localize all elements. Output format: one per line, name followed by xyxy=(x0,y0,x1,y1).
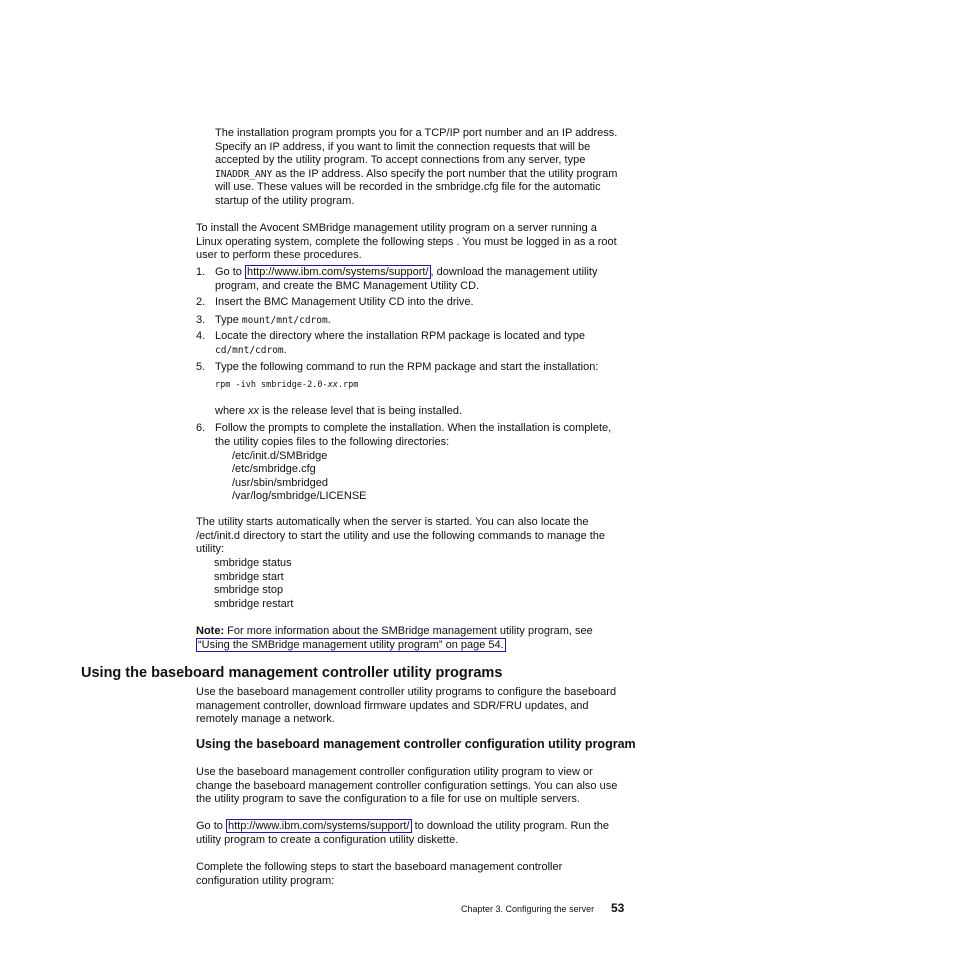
command-item: smbridge status xyxy=(214,557,292,569)
command-item: smbridge start xyxy=(214,570,284,583)
step-1: 1. Go to http://www.ibm.com/systems/support/ , download the management utility program, and create the BMC Management Utility CD. xyxy=(196,266,598,292)
directory-item: /etc/init.d/SMBridge xyxy=(232,449,328,462)
smbridge-commands xyxy=(214,557,293,611)
intro-paragraph: The installation program prompts you for a TCP/IP port number and an IP address. Specify an IP address, if you want to limit the connection requests that will be accepted by the utility program. To accept connections from any server, type INADDR_ANY as the IP address. Also specify the port number that the utility program will use. These values will be recorded in the smbridge.cfg file for the automatic startup of the utility program. xyxy=(215,127,618,207)
step-2: 2. Insert the BMC Management Utility CD into the drive. xyxy=(196,296,474,309)
section-paragraph: Use the baseboard management controller utility programs to configure the baseboard management controller, download firmware updates and SDR/FRU updates, and remotely manage a network. xyxy=(196,686,617,726)
complete-steps-paragraph: Complete the following steps to start the baseboard management controller configuration utility program: xyxy=(196,861,563,887)
inaddr-any-code: INADDR_ANY xyxy=(215,168,273,180)
note-paragraph: Note: For more information about the SMBridge management utility program, see “Using the SMBridge management utility program” on page 54. xyxy=(196,625,593,651)
step-5: 5. Type the following command to run the RPM package and start the installation: rpm -ivh smbridge-2.0-xx.rpm where xx is the release level that is being installed. xyxy=(196,361,626,419)
ibm-support-link[interactable]: http://www.ibm.com/systems/support/ xyxy=(246,266,429,278)
utility-start-paragraph: The utility starts automatically when the server is started. You can also locate the /ect/init.d directory to start the utility and use the following commands to manage the utility: xyxy=(196,516,606,556)
directory-list xyxy=(215,450,626,504)
linux-install-intro: To install the Avocent SMBridge management utility program on a server running a Linux operating system, complete the following steps . You must be logged in as a root user to perform these procedures. xyxy=(196,222,617,262)
rpm-command: rpm -ivh smbridge-2.0-xx.rpm xyxy=(215,380,359,391)
step-4: 4. Locate the directory where the installation RPM package is located and type cd/mnt/cdrom. xyxy=(196,330,585,356)
page-number: 53 xyxy=(611,901,625,915)
section-heading: Using the baseboard management controller utility programs xyxy=(81,665,503,681)
step-6: 6. Follow the prompts to complete the installation. When the installation is complete, the utility copies files to the following directories: /etc/init.d/SMBridge /etc/smbridge.cfg /usr/sbin/smbridged /var/log/smbridge/LICENSE xyxy=(196,422,626,504)
smbridge-page-link[interactable]: “Using the SMBridge management utility program” on page 54. xyxy=(198,638,504,651)
mount-command: mount/mnt/cdrom xyxy=(241,314,328,326)
subsection-paragraph: Use the baseboard management controller configuration utility program to view or change the baseboard management controller configuration settings. You can also use the utility program to save the configuration to a file for use on multiple servers. xyxy=(196,766,618,806)
subsection-heading: Using the baseboard management controller configuration utility program xyxy=(196,737,636,751)
cd-command: cd/mnt/cdrom xyxy=(215,344,284,356)
ibm-support-link-2[interactable]: http://www.ibm.com/systems/support/ xyxy=(227,820,410,832)
command-item: smbridge restart xyxy=(214,597,294,610)
goto-paragraph: Go to http://www.ibm.com/systems/support/ to download the utility program. Run the utility program to create a configuration utility diskette. xyxy=(196,820,610,846)
directory-item: /var/log/smbridge/LICENSE xyxy=(232,490,367,503)
release-level-note: where xx is the release level that is being installed. xyxy=(215,404,463,417)
install-steps-list xyxy=(196,266,626,504)
directory-item: /etc/smbridge.cfg xyxy=(232,463,316,476)
directory-item: /usr/sbin/smbridged xyxy=(232,476,328,489)
step-3: 3. Type mount/mnt/cdrom. xyxy=(196,313,331,326)
command-item: smbridge stop xyxy=(214,584,284,597)
chapter-footer: Chapter 3. Configuring the server xyxy=(461,904,595,914)
note-label: Note: xyxy=(196,625,225,637)
